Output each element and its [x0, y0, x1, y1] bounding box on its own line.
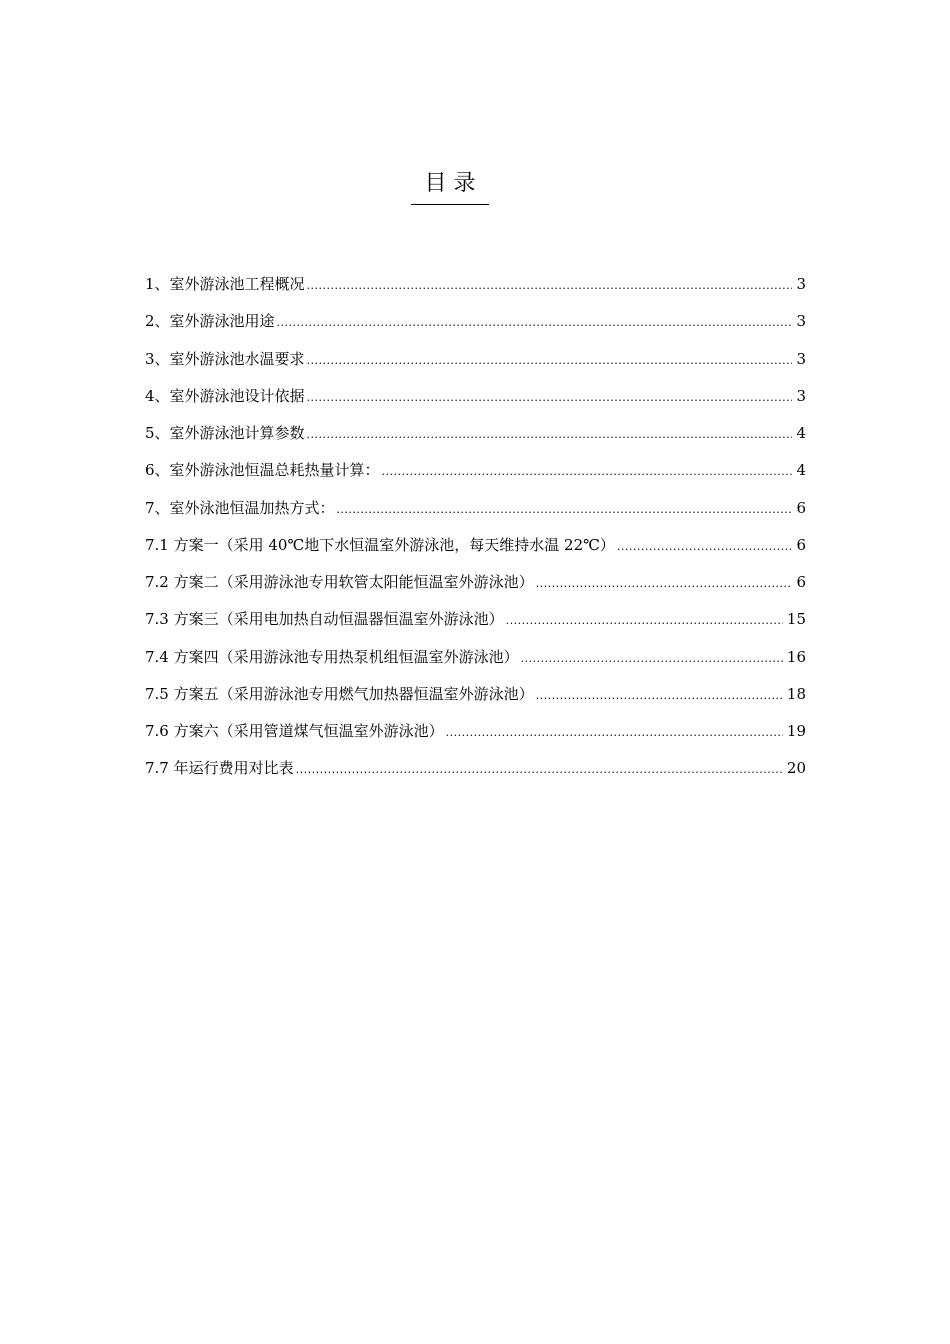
toc-entry[interactable]	[145, 756, 806, 793]
toc-entry-label: 7.2 方案二（采用游泳池专用软管太阳能恒温室外游泳池）	[145, 573, 534, 591]
toc-entry-page: 4	[796, 424, 806, 442]
toc-dot-leader	[307, 349, 792, 373]
toc-entry-page: 18	[786, 684, 806, 703]
toc-entry[interactable]	[145, 682, 806, 719]
toc-dot-leader	[536, 684, 783, 708]
toc-entry-page: 19	[786, 722, 806, 740]
toc-entry-label: 7.1 方案一（采用 40℃地下水恒温室外游泳池，每天维持水温 22℃）	[145, 535, 615, 554]
toc-entry-page: 3	[796, 386, 806, 405]
toc-entry-label: 7、室外泳池恒温加热方式：	[145, 498, 335, 517]
toc-entry[interactable]	[145, 645, 806, 682]
toc-entry-page: 6	[796, 498, 806, 517]
toc-dot-leader	[307, 423, 792, 447]
toc-entry[interactable]	[145, 272, 806, 309]
toc-dot-leader	[296, 758, 783, 782]
toc-dot-leader	[277, 311, 792, 335]
toc-dot-leader	[382, 460, 792, 484]
toc-entry[interactable]	[145, 607, 806, 644]
toc-entry-label: 7.4 方案四（采用游泳池专用热泵机组恒温室外游泳池）	[145, 647, 519, 666]
toc-entry-label: 6、室外游泳池恒温总耗热量计算：	[145, 461, 380, 480]
toc-entry[interactable]	[145, 570, 806, 607]
toc-dot-leader	[617, 535, 792, 559]
toc-list	[145, 272, 806, 794]
toc-entry-label: 1、室外游泳池工程概况	[145, 275, 305, 293]
toc-entry[interactable]	[145, 533, 806, 570]
toc-entry-page: 3	[796, 275, 806, 293]
toc-entry-label: 7.3 方案三（采用电加热自动恒温器恒温室外游泳池）	[145, 610, 504, 629]
toc-entry-page: 6	[796, 535, 806, 554]
toc-entry-label: 7.5 方案五（采用游泳池专用燃气加热器恒温室外游泳池）	[145, 684, 534, 703]
toc-entry-page: 4	[796, 461, 806, 480]
toc-dot-leader	[446, 721, 783, 745]
toc-dot-leader	[337, 498, 792, 522]
toc-entry-page: 6	[796, 573, 806, 591]
toc-entry[interactable]	[145, 496, 806, 533]
toc-dot-leader	[536, 572, 792, 596]
toc-entry-label: 7.6 方案六（采用管道煤气恒温室外游泳池）	[145, 722, 444, 740]
toc-entry[interactable]	[145, 719, 806, 756]
toc-entry-page: 3	[796, 349, 806, 368]
toc-dot-leader	[506, 609, 783, 633]
toc-entry[interactable]	[145, 347, 806, 384]
toc-entry[interactable]	[145, 309, 806, 346]
toc-entry-label: 3、室外游泳池水温要求	[145, 349, 305, 368]
toc-entry-label: 2、室外游泳池用途	[145, 312, 275, 331]
toc-dot-leader	[521, 647, 783, 671]
toc-entry-label: 7.7 年运行费用对比表	[145, 759, 294, 778]
toc-entry-page: 15	[786, 610, 806, 629]
toc-entry-page: 16	[786, 647, 806, 666]
toc-dot-leader	[307, 386, 792, 410]
toc-entry[interactable]	[145, 421, 806, 458]
toc-entry[interactable]	[145, 384, 806, 421]
toc-title: 目 录	[411, 168, 489, 205]
toc-entry-page: 3	[796, 312, 806, 331]
toc-entry-label: 5、室外游泳池计算参数	[145, 424, 305, 442]
toc-entry[interactable]	[145, 458, 806, 495]
toc-entry-label: 4、室外游泳池设计依据	[145, 386, 305, 405]
toc-dot-leader	[307, 274, 792, 298]
toc-entry-page: 20	[786, 759, 806, 778]
